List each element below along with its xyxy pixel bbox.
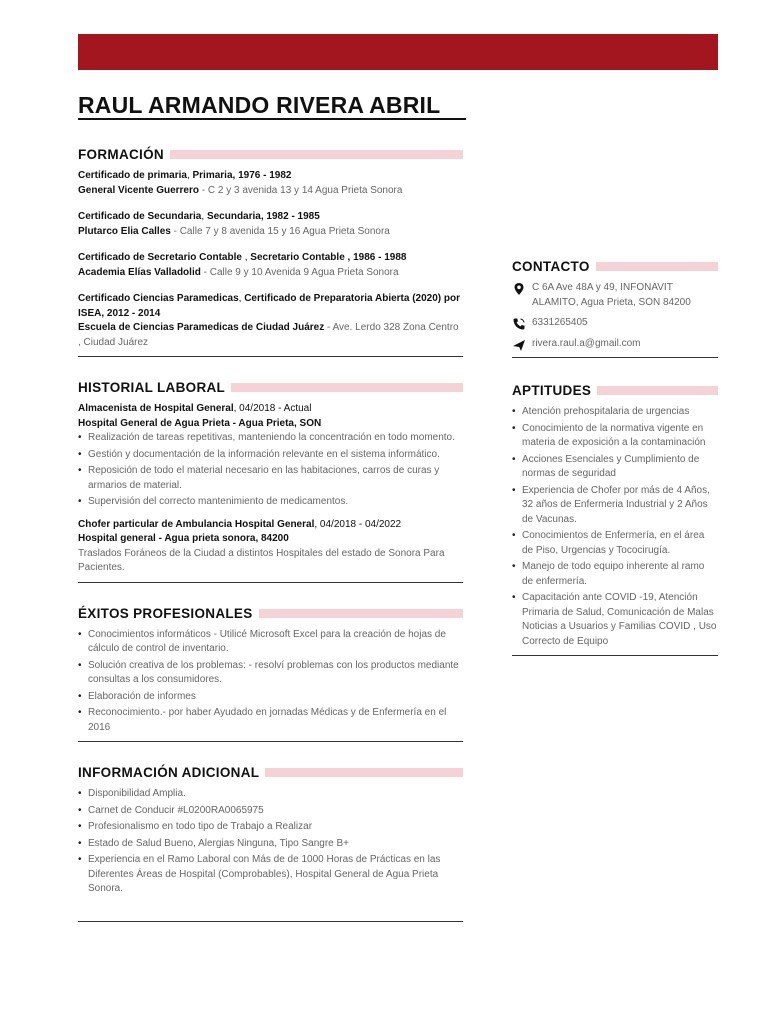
list-item: • Profesionalismo en todo tipo de Trabajo a Realizar xyxy=(78,820,463,835)
section-title: CONTACTO xyxy=(512,259,596,274)
list-item: • Gestión y documentación de la información relevante en el sistema informático. xyxy=(78,448,463,463)
list-item: • Disponibilidad Amplia. xyxy=(78,787,463,802)
contact-address xyxy=(512,281,718,310)
job-entry xyxy=(78,402,463,510)
list-item: • Capacitación ante COVID -19, Atención Primaria de Salud, Comunicación de Malas Noticias a Usuarios y Familias COVID , Uso Correcto de Equipo xyxy=(512,591,718,649)
section-title: ÉXITOS PROFESIONALES xyxy=(78,606,259,621)
field: Secretario Contable xyxy=(250,252,348,263)
section-header-historial xyxy=(78,379,463,397)
job-dates: , 04/2018 - 04/2022 xyxy=(314,518,402,530)
email-text[interactable]: rivera.raul.a@gmail.com xyxy=(532,337,641,349)
dates: , 2012 - 2014 xyxy=(101,307,161,319)
school-address: - C 2 y 3 avenida 13 y 14 Agua Prieta Sonora xyxy=(198,184,403,196)
job-entry xyxy=(78,518,463,576)
job-bullets xyxy=(78,431,463,510)
phone-icon xyxy=(512,317,526,331)
job-title-line xyxy=(78,402,463,417)
job-employer: Hospital general - Agua prieta sonora, 84200 xyxy=(78,533,289,544)
education-school-line xyxy=(78,225,463,240)
section-header-formacion xyxy=(78,146,463,164)
phone-text: 6331265405 xyxy=(532,317,588,328)
separator: , xyxy=(244,252,251,263)
education-entry xyxy=(78,251,463,280)
section-header-adicional xyxy=(78,764,463,782)
job-dates: , 04/2018 - Actual xyxy=(233,403,312,414)
skills-list xyxy=(512,405,718,649)
section-title: HISTORIAL LABORAL xyxy=(78,380,231,395)
education-school-line xyxy=(78,266,463,281)
job-position: Chofer particular de Ambulancia Hospital General xyxy=(78,518,315,530)
section-divider xyxy=(512,655,718,656)
section-header-aptitudes xyxy=(512,382,718,400)
contact-email[interactable] xyxy=(512,337,718,352)
section-header-contacto xyxy=(512,258,718,276)
list-item: • Acciones Esenciales y Cumplimiento de normas de seguridad xyxy=(512,453,718,482)
job-description: Traslados Foráneos de la Ciudad a distintos Hospitales del estado de Sonora Para Pacientes. xyxy=(78,547,445,573)
address-text: C 6A Ave 48A y 49, INFONAVIT ALAMITO, Agua Prieta, SON 84200 xyxy=(532,282,691,308)
location-pin-icon xyxy=(512,282,526,296)
list-item: • Carnet de Conducir #L0200RA0065975 xyxy=(78,804,463,819)
education-school-line xyxy=(78,184,463,199)
education-entry xyxy=(78,169,463,198)
education-degree-line xyxy=(78,292,463,321)
list-item: • Manejo de todo equipo inherente al ramo de enfermería. xyxy=(512,560,718,589)
school: Escuela de Ciencias Paramedicas de Ciudad Juárez xyxy=(78,322,325,333)
achievements-list xyxy=(78,628,463,736)
name-underline xyxy=(78,118,466,120)
list-item: • Conocimientos de Enfermería, en el área de Piso, Urgencias y Tococirugía. xyxy=(512,529,718,558)
left-column xyxy=(78,146,463,922)
degree: Certificado de Secundaria xyxy=(78,211,202,222)
list-item: • Reconocimiento.- por haber Ayudado en jornadas Médicas y de Enfermería en el 2016 xyxy=(78,706,463,735)
separator: , xyxy=(186,170,193,181)
job-title-line xyxy=(78,518,463,533)
field: Secundaria xyxy=(206,211,261,222)
header-color-bar xyxy=(78,34,718,70)
additional-info-list xyxy=(78,787,463,897)
list-item: • Experiencia de Chofer por más de 4 Años, 32 años de Enfermeria Industrial y 2 Años de Vacunas. xyxy=(512,484,718,528)
degree: Certificado de Secretario Contable xyxy=(78,252,245,263)
dates: , 1976 - 1982 xyxy=(232,170,292,181)
list-item: • Reposición de todo el material necesario en las habitaciones, carros de curas y armarios de material. xyxy=(78,464,463,493)
education-school-line xyxy=(78,321,463,350)
section-divider xyxy=(78,921,463,922)
send-icon xyxy=(512,338,526,352)
education-entry xyxy=(78,210,463,239)
school: General Vicente Guerrero xyxy=(78,184,199,196)
contact-phone xyxy=(512,316,718,331)
section-header-exitos xyxy=(78,605,463,623)
section-title: FORMACIÓN xyxy=(78,147,170,162)
section-title: INFORMACIÓN ADICIONAL xyxy=(78,765,265,780)
school-address: - Calle 9 y 10 Avenida 9 Agua Prieta Sonora xyxy=(200,266,399,278)
candidate-name: RAUL ARMANDO RIVERA ABRIL xyxy=(78,92,441,118)
section-title: APTITUDES xyxy=(512,383,597,398)
list-item: • Experiencia en el Ramo Laboral con Más de de 1000 Horas de Prácticas en las Diferentes Áreas de Hospital (Comprobables), Hospital General de Agua Prieta Sonora. xyxy=(78,853,463,897)
list-item: • Conocimiento de la normativa vigente en materia de exposición a la contaminación xyxy=(512,422,718,451)
school-address: - Calle 7 y 8 avenida 15 y 16 Agua Prieta Sonora xyxy=(170,225,390,237)
list-item: • Estado de Salud Bueno, Alergias Ninguna, Tipo Sangre B+ xyxy=(78,837,463,852)
list-item: • Atención prehospitalaria de urgencias xyxy=(512,405,718,420)
list-item: • Supervisión del correcto mantenimiento de medicamentos. xyxy=(78,495,463,510)
education-degree-line xyxy=(78,169,463,184)
job-employer: Hospital General de Agua Prieta - Agua Prieta, SON xyxy=(78,417,322,429)
dates: , 1986 - 1988 xyxy=(347,252,407,263)
degree: Certificado Ciencias Paramedicas xyxy=(78,293,239,304)
field: Primaria xyxy=(192,170,233,181)
dates: , 1982 - 1985 xyxy=(260,211,320,222)
school-address: - Ave. Lerdo 328 Zona Centro , Ciudad Juárez xyxy=(78,322,459,348)
list-item: • Solución creativa de los problemas: - resolví problemas con los productos mediante consultas a los consumidores. xyxy=(78,659,463,688)
right-column xyxy=(512,258,718,656)
list-item: • Conocimientos informáticos - Utilicé Microsoft Excel para la creación de hojas de cálculo de control de inventario. xyxy=(78,628,463,657)
education-entry xyxy=(78,292,463,350)
school: Plutarco Elia Calles xyxy=(78,225,171,237)
degree: Certificado de primaria xyxy=(78,170,187,181)
education-degree-line xyxy=(78,251,463,266)
education-degree-line xyxy=(78,210,463,225)
separator: , xyxy=(238,293,245,304)
separator: , xyxy=(201,211,207,222)
school: Academia Elías Valladolid xyxy=(78,266,201,278)
list-item: • Elaboración de informes xyxy=(78,690,463,705)
job-position: Almacenista de Hospital General xyxy=(78,403,234,414)
list-item: • Realización de tareas repetitivas, manteniendo la concentración en todo momento. xyxy=(78,431,463,446)
field: Certificado de Preparatoria Abierta (2020) por ISEA xyxy=(78,293,461,319)
